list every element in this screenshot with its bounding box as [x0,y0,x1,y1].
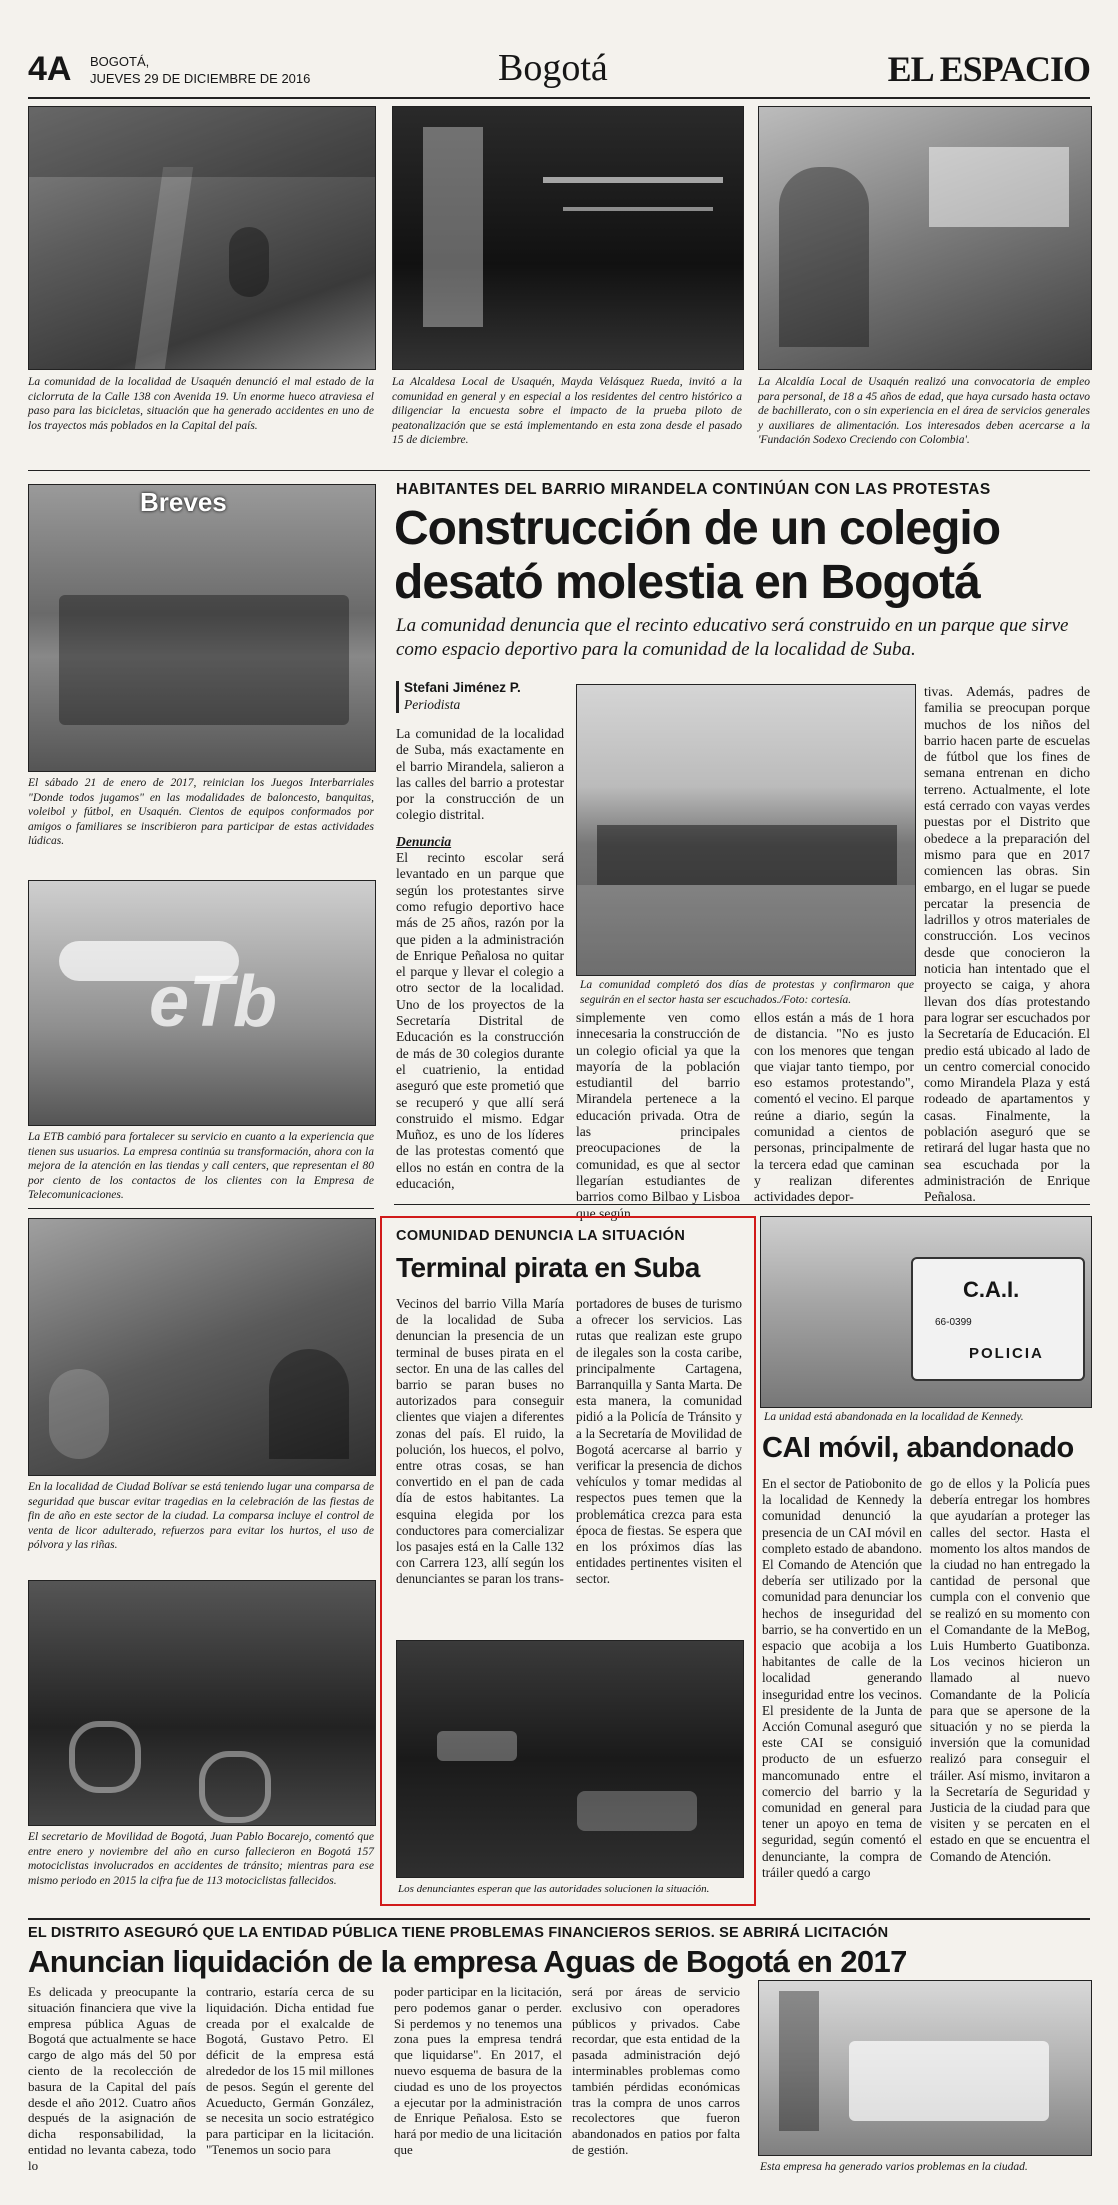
bottom-headline: Anuncian liquidación de la empresa Aguas de Bogotá en 2017 [28,1944,907,1979]
bottom-col2: contrario, estaría cerca de su liquidación. Dicha entidad fue creada por el exalcalde de Bogotá, Gustavo Petro. El déficit de la empresa está alrededor de los 15 mil millones de pesos. Según el gerente del Acueducto, Germán González, se necesita un socio estratégico para participar en la licitación. "Tenemos un socio para [206,1984,374,2157]
suba-col1: Vecinos del barrio Villa María de la localidad de Suba denuncian la presencia de un terminal de buses pirata en el sector. En una de las calles del barrio se paran buses no autorizados para conseguir clientes que viajen a diferentes zonas del país. El ruido, la polución, los huecos, el polvo, entre otras cosas, se han convertido en el pan de cada día de estos habitantes. La esquina elegida por los conductores para comercializar los pasajes está en la Calle 132 con Carrera 123, allí según los denunciantes se paran los trans- [396,1296,564,1587]
photo-protesta [576,684,916,976]
caption-etb: La ETB cambió para fortalecer su servicio en cuanto a la experiencia que tienen sus usuarios. La empresa continúa su transformación, ahora con la mejora de la atención en las tiendas y call centers, que representan el 80 por ciento de los contactos de los clientes con la Empresa de Telecomunicaciones. [28,1131,374,1201]
cai-van [911,1257,1085,1381]
header-rule [28,97,1090,99]
cai-col2: go de ellos y la Policía pues debería entregar los hombres que ayudarían a proteger las calles del sector. Hasta el momento los altos mandos de la ciudad no han entregado la cantidad de personal que cumpla con el convenio que se realizó en su momento con el Comandante de la MeBog, Luis Humberto Guatibonza. Los vecinos hicieron un llamado al nuevo Comandante de la Policía para que se apersone de la situación y no se pierda la inversión que la comunidad realizó para conseguir el tráiler. Así mismo, invitaron a la Secretaría de Seguridad y Justicia de la ciudad para que visiten y se percaten en el estado en que se encuentra el Comando de Atención. [930,1476,1090,1864]
cai-van-number: 66-0399 [935,1317,972,1328]
photo-alcaldesa [392,106,744,370]
bottom-col4: será por áreas de servicio exclusivo con operadores públicos y privados. Cabe recordar, que esta entidad de la pasada administración dejó interminables problemas como también pérdidas económicas tras la compra de unos carros recolectores que fueron abandonados en patios por falta de gestión. [572,1984,740,2157]
cai-headline: CAI móvil, abandonado [762,1432,1074,1464]
photo-juegos [28,484,376,772]
page-number: 4A [28,50,72,88]
main-col3: ellos están a más de 1 hora de distancia. "No es justo con los menores que tengan que viajar tanto tiempo, por eso estamos protestando", comentó el vecino. El parque reúne a diario, según la comunidad a cientos de personas, principalmente de la tercera edad que caminan y realizan diferentes actividades depor- [754,1010,914,1205]
photo-ciclorruta [28,106,376,370]
caption-juegos: El sábado 21 de enero de 2017, reinician los Juegos Interbarriales "Donde todos jugamos" en las modalidades de baloncesto, banquitas, voleibol y fútbol, en Usaquén. Cientos de equipos conformados por amigos o familiares se inscribieron para participar de estas actividades lúdicas. [28,777,374,847]
main-kicker: HABITANTES DEL BARRIO MIRANDELA CONTINÚAN CON LAS PROTESTAS [396,481,991,498]
caption-cai: La unidad está abandonada en la localidad de Kennedy. [764,1411,1024,1423]
top-section-rule [28,470,1090,471]
cai-van-text: POLICIA [969,1345,1044,1362]
masthead: EL ESPACIO [887,49,1090,89]
photo-convocatoria [758,106,1092,370]
breves-title: Breves [140,487,227,517]
main-col1-text: La comunidad de la localidad de Suba, más exactamente en el barrio Mirandela, salieron a las calles del barrio a protestar por la construcción de un colegio distrital. [396,726,564,823]
caption-motos: El secretario de Movilidad de Bogotá, Juan Pablo Bocarejo, comentó que entre enero y noviembre del año en curso fallecieron en Bogotá 157 motociclistas involucrados en accidentes de tránsito; mientras para ese mismo periodo en 2015 la cifra fue de 113 motociclistas fallecidos. [28,1831,374,1887]
photo-comparsa [28,1218,376,1476]
main-story-rule [394,1204,1090,1205]
main-col1 [396,726,564,1192]
main-headline-line1: Construcción de un colegio [394,502,1001,555]
caption-buses: Los denunciantes esperan que las autoridades solucionen la situación. [398,1883,710,1895]
cai-col1: En el sector de Patiobonito de la localidad de Kennedy la comunidad denunció la presencia de un CAI móvil en completo estado de abandono. El Comando de Atención que debería ser utilizado por la comunidad para denunciar los hechos de inseguridad del barrio, se ha convertido en un espacio que acobija a los habitantes de calle de la localidad generando inseguridad entre los vecinos. El presidente de la Junta de Acción Comunal aseguró que este CAI se consiguió producto de un esfuerzo mancomunado entre el comercio del barrio y la comunidad en general para tener un apoyo en tema de seguridad, según comentó el denunciante, la compra de tráiler quedó a cargo [762,1476,922,1880]
section-title: Bogotá [498,47,608,89]
photo-motos [28,1580,376,1826]
main-subhead: Denuncia [396,833,452,849]
byline-name: Stefani Jiménez P. [404,680,521,695]
caption-protesta: La comunidad completó dos días de protestas y confirmaron que seguirán en el sector hasta ser escuchados./Foto: cortesía. [580,979,914,1006]
photo-cai [760,1216,1092,1408]
sidebar-rule-2 [28,1208,374,1209]
header-city: BOGOTÁ, [90,54,150,69]
suba-col2: portadores de buses de turismo a ofrecer los servicios. Las rutas que realizan este grupo de ilegales son la costa caribe, principalmente Cartagena, Barranquilla y Santa Marta. De esta manera, la comunidad pidió a la Policía de Tránsito y a la Secretaría de Movilidad de Bogotá acercarse al barrio y verificar la presencia de dichos vehículos y tomar medidas al respectos pues temen que la problemática crezca para esta época de fiestas. Se espera que en los próximos días las entidades pertinentes visiten el sector. [576,1296,742,1587]
page-header [28,44,1090,96]
suba-headline: Terminal pirata en Suba [396,1252,700,1283]
bottom-col1: Es delicada y preocupante la situación financiera que vive la empresa pública Aguas de Bogotá que actualmente se hace cargo de algo más del 50 por ciento de la recolección de basura de la Capital del país desde el año 2012. Cuatro años después de la asignación de dicha responsabilidad, la entidad no levanta cabeza, todo lo [28,1984,196,2173]
caption-comparsa: En la localidad de Ciudad Bolívar se está teniendo lugar una comparsa de seguridad que buscar evitar tragedias en la celebración de las fiestas de fin de año en este sector de la ciudad. La comparsa incluye el control de venta de licor adulterado, refuerzos para evitar los hurtos, el uso de pólvora y las riñas. [28,1481,374,1551]
cai-van-label: C.A.I. [963,1277,1020,1302]
suba-kicker: COMUNIDAD DENUNCIA LA SITUACIÓN [396,1228,686,1244]
main-headline-line2: desató molestia en Bogotá [394,556,980,609]
photo-buses [396,1640,744,1878]
main-col2: simplemente ven como innecesaria la construcción de un colegio oficial ya que la mayoría de la población estudiantil del barrio Mirandela pertenece a la educación privada. Otra de las principales preocupaciones de la comunidad, es que al sector llegarían estudiantes de barrios como Bilbao y Lisboa que según [576,1010,740,1221]
photo-etb: eTb [28,880,376,1126]
header-date: JUEVES 29 DE DICIEMBRE DE 2016 [90,71,311,86]
main-col4: tivas. Además, padres de familia se preocupan porque muchos de los niños del barrio hacen parte de escuelas de fútbol que los fines de semana entrenan en dicho terreno. Actualmente, el lote está cerrado con vayas verdes puestas por el Distrito que obedece a la preparación del mismo para que en 2017 comiencen las obras. Sin embargo, en el lugar se puede percatar la presencia de ladrillos y otros materiales de construcción. Los vecinos desde que conocieron la noticia han intentado que el proyecto se caiga, y ahora llevan dos días protestando para lograr ser escuchados por la Secretaría de Educación. El predio está ubicado al lado de un centro comercial conocido como Mirandela Plaza y está rodeado de apartamentos y casas. Finalmente, la población aseguró que se retirará del lugar hasta que no sea escuchada por la administración de Enrique Peñalosa. [924,684,1090,1205]
bottom-col3: poder participar en la licitación, pero podemos ganar o perder. Si perdemos y no tenemos una zona pues la empresa tendrá que liquidarse". En 2017, el nuevo esquema de basura de la ciudad es uno de los proyectos a ejecutar por la administración de Enrique Peñalosa. Esto se hará por medio de una licitación que [394,1984,562,2157]
main-col1b-text: El recinto escolar será levantado en un parque que según los protestantes sirve como refugio deportivo hace más de 25 años, razón por la que piden a la administración de Enrique Peñalosa no quitar el parque y llevar el colegio a otro sector de la localidad. Uno de los proyectos de la Secretaría Distrital de Educación es la construcción de más de 30 colegios durante el cuatrienio, la entidad aseguró que este prometió que se recuperó y que allí será construido el mismo. Edgar Muñoz, es uno de los líderes de las protestas comentó que ellos no están en contra de la educación, [396,850,564,1192]
byline-role: Periodista [404,697,461,712]
byline-bar [396,681,399,713]
caption-alcaldesa: La Alcaldesa Local de Usaquén, Mayda Velásquez Rueda, invitó a la comunidad en general y en especial a los residentes del centro histórico a diligenciar la encuesta sobre el impacto de la prueba piloto de peatonalización que se está implementando en esta zona desde el pasado 15 de diciembre. [392,376,742,446]
main-deck: La comunidad denuncia que el recinto educativo será construido en un parque que sirve como espacio deportivo para la comunidad de la localidad de Suba. [396,615,1069,660]
caption-aguas: Esta empresa ha generado varios problemas en la ciudad. [760,2161,1028,2173]
bottom-kicker: EL DISTRITO ASEGURÓ QUE LA ENTIDAD PÚBLICA TIENE PROBLEMAS FINANCIEROS SERIOS. SE ABRIRÁ LICITACIÓN [28,1925,889,1941]
caption-ciclorruta: La comunidad de la localidad de Usaquén denunció el mal estado de la ciclorruta de la Calle 138 con Avenida 19. Un enorme hueco atraviesa el paso para las bicicletas, situación que ha generado accidentes en uno de los trayectos más poblados en la Capital del país. [28,376,374,432]
caption-convocatoria: La Alcaldía Local de Usaquén realizó una convocatoria de empleo para personal, de 18 a 45 años de edad, que haya cursado hasta octavo de bachillerato, con o sin experiencia en el área de servicios generales y auxiliares de alimentación. Los interesados deben acercarse a la 'Fundación Sodexo Creciendo con Colombia'. [758,376,1090,446]
bottom-section-rule [28,1918,1090,1920]
main-headline [394,502,1090,610]
photo-aguas [758,1980,1092,2156]
